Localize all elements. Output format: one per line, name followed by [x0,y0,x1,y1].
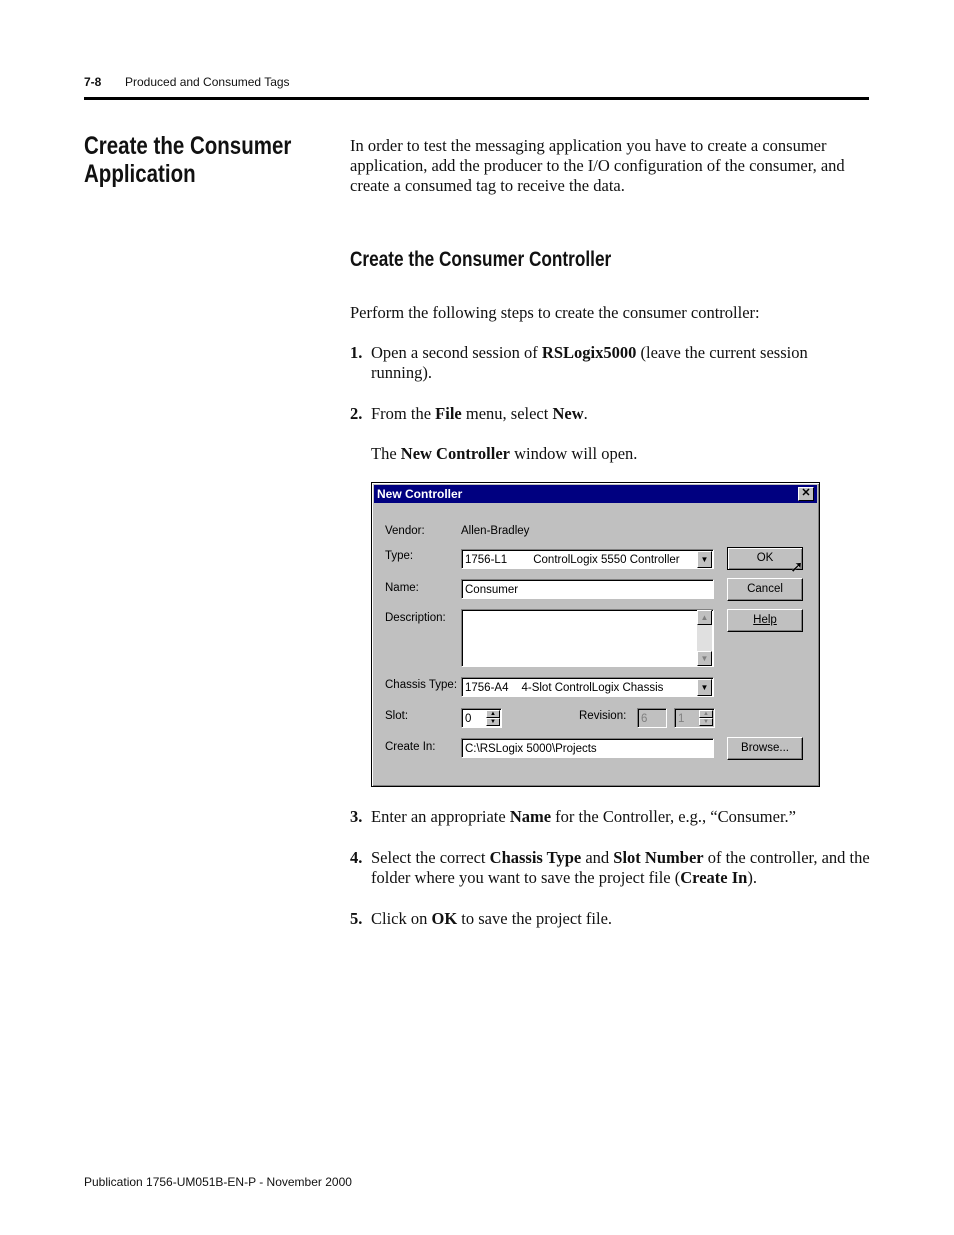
step-number: 2. [350,404,363,423]
step-number: 1. [350,343,363,362]
intro-paragraph: In order to test the messaging application you have to create a consumer application, add the producer to the I/O configuration of the consumer, and create a consumed tag to receive the data. [350,136,845,195]
step-bold: File [435,404,462,423]
step-bold: Chassis Type [489,848,582,867]
dialog-title: New Controller [377,487,463,501]
step-text: for the Controller, e.g., “Consumer.” [551,807,796,826]
note-text: window will open. [510,444,638,463]
subsection-title: Create the Consumer Controller [350,248,612,271]
slot-stepper[interactable] [461,708,502,728]
close-icon[interactable]: ✕ [798,487,814,501]
vendor-label: Vendor: [385,525,425,537]
chevron-down-icon[interactable]: ▼ [697,679,712,696]
chapter-title: Produced and Consumed Tags [125,75,290,89]
revision-label: Revision: [579,710,627,722]
chassis-code: 1756-A4 [465,682,509,694]
note-text: The [371,444,401,463]
cancel-button[interactable]: Cancel [727,578,803,601]
spin-up-icon[interactable]: ▲ [486,710,500,718]
dialog-title-bar [374,485,817,503]
step-number: 5. [350,909,363,928]
slot-value: 0 [465,713,472,725]
step-text: ). [747,868,757,887]
step-bold: OK [431,909,458,928]
step-text: Enter an appropriate [371,807,510,826]
step-text: . [583,404,588,423]
slot-spin[interactable] [486,710,500,727]
scroll-down-icon[interactable]: ▼ [697,651,712,666]
step-bold: Slot Number [613,848,704,867]
step-text: menu, select [461,404,553,423]
step-bold: New [552,404,584,423]
chevron-down-icon[interactable]: ▼ [697,551,712,568]
chassis-desc: 4-Slot ControlLogix Chassis [521,682,664,694]
chassis-type-label: Chassis Type: [385,679,458,691]
step-bold: Create In [680,868,748,887]
spin-down-icon: ▼ [699,718,713,726]
cursor-icon: ➚ [790,559,804,576]
browse-button[interactable]: Browse... [727,737,803,760]
description-scrollbar[interactable] [697,610,712,666]
note [350,444,870,464]
step-2 [350,404,870,424]
create-in-input[interactable]: C:\RSLogix 5000\Projects [461,738,714,758]
type-select[interactable] [461,549,714,569]
type-label: Type: [385,550,414,562]
revision-major: 6 [637,708,667,728]
description-input[interactable] [461,609,714,667]
revision-spin [699,710,713,727]
vendor-value: Allen-Bradley [461,525,530,537]
step-number: 4. [350,848,363,867]
description-label: Description: [385,612,446,624]
step-text: From the [371,404,436,423]
name-input[interactable]: Consumer [461,579,714,599]
create-in-label: Create In: [385,741,436,753]
step-text: (leave the current session running). [371,343,808,382]
step-5 [350,909,870,929]
step-bold: Name [509,807,552,826]
revision-minor-stepper [674,708,715,728]
page-number: 7-8 [84,75,102,89]
name-label: Name: [385,582,419,594]
step-bold: RSLogix5000 [541,343,637,362]
header-rule [84,97,869,100]
help-button[interactable]: Help [727,609,803,632]
lead-paragraph: Perform the following steps to create the consumer controller: [350,303,760,322]
chassis-type-select[interactable] [461,677,714,697]
step-number: 3. [350,807,363,826]
step-text: to save the project file. [457,909,613,928]
section-title: Create the Consumer Application [84,132,292,188]
type-code: 1756-L1 [465,554,508,566]
publication-footer: Publication 1756-UM051B-EN-P - November 2000 [84,1175,352,1189]
note-bold: New Controller [400,444,510,463]
type-desc: ControlLogix 5550 Controller [533,554,680,566]
spin-up-icon: ▲ [699,710,713,718]
revision-minor-value: 1 [678,713,685,725]
step-1 [350,343,870,383]
step-3 [350,807,870,827]
step-text: Click on [371,909,432,928]
step-text: of the controller, and the folder where you want to save the project file ( [371,848,870,887]
step-4 [350,848,870,888]
slot-label: Slot: [385,710,409,722]
ok-button[interactable]: OK [727,547,803,570]
step-text: and [581,848,614,867]
spin-down-icon[interactable]: ▼ [486,718,500,726]
step-text: Open a second session of [371,343,542,362]
step-text: Select the correct [371,848,490,867]
new-controller-dialog [371,482,820,787]
scroll-up-icon[interactable]: ▲ [697,610,712,625]
